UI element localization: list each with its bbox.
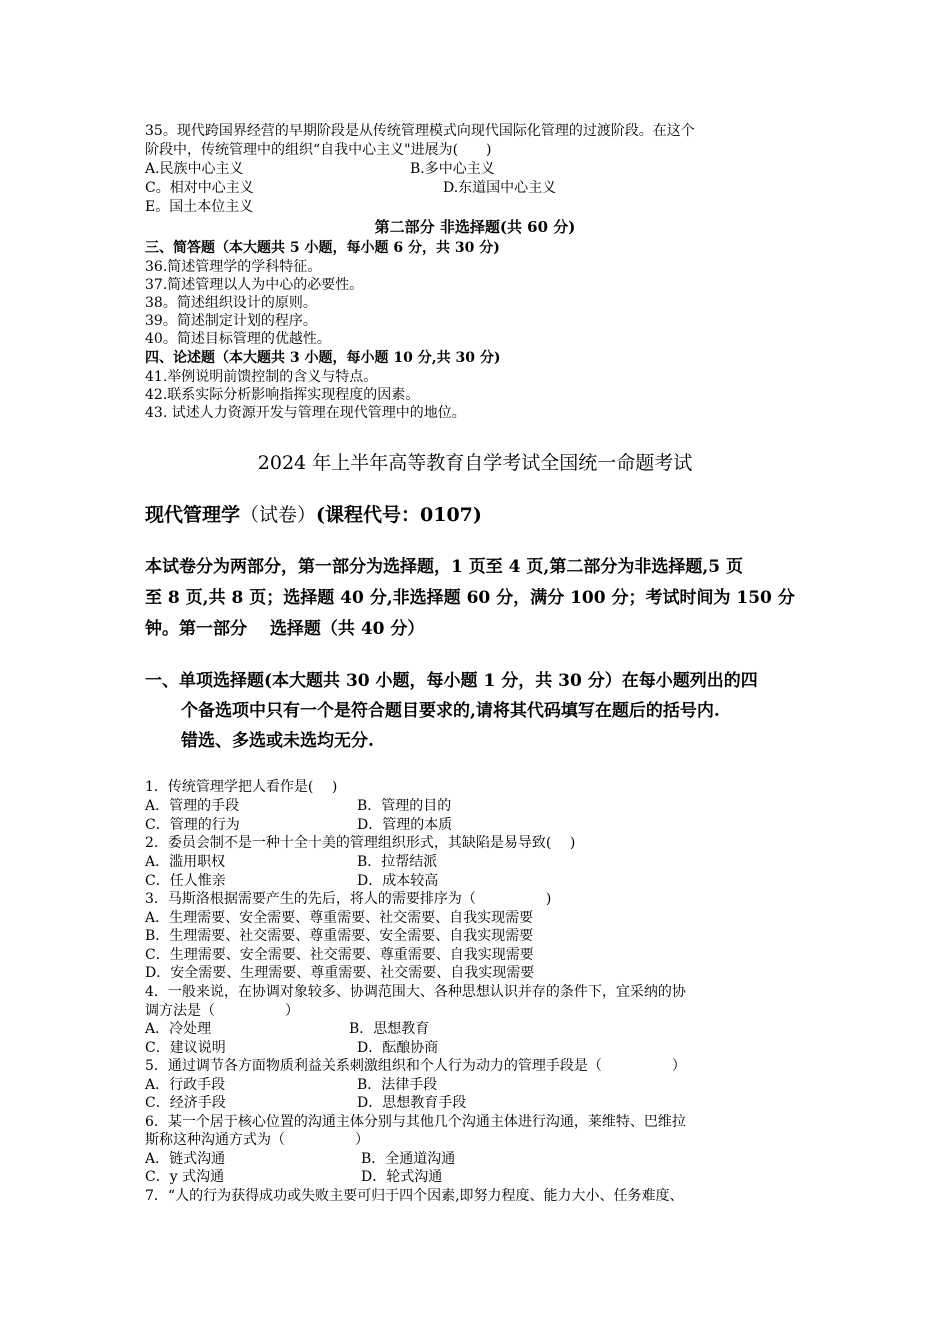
q5-option-b: B．法律手段	[357, 1077, 438, 1093]
q35-option-c: C。相对中心主义	[145, 180, 254, 196]
subject-line	[145, 500, 482, 527]
q7-stem: 7．“人的行为获得成功或失败主要可归于四个因素,即努力程度、能力大小、任务难度、	[145, 1188, 684, 1204]
subject-paper: （试卷）	[240, 504, 317, 526]
q35-option-a: A.民族中心主义	[145, 161, 244, 177]
question-42: 42.联系实际分析影响指挥实现程度的因素。	[145, 387, 420, 403]
section4-title: 四、论述题（本大题共 3 小题，每小题 10 分,共 30 分)	[145, 350, 501, 366]
q3-stem: 3．马斯洛根据需要产生的先后，将人的需要排序为（ )	[145, 891, 552, 907]
q6-option-a: A．链式沟通	[145, 1151, 226, 1167]
intro-line1: 本试卷分为两部分，第一部分为选择题，1 页至 4 页,第二部分为非选择题,5 页	[145, 557, 743, 577]
q6-option-b: B．全通道沟通	[361, 1151, 456, 1167]
q5-stem: 5．通过调节各方面物质利益关系刺激组织和个人行为动力的管理手段是（ ）	[145, 1058, 686, 1074]
q2-option-c: C．任人惟亲	[145, 873, 226, 889]
exam-intro	[145, 552, 805, 645]
q1-option-a: A．管理的手段	[145, 798, 240, 814]
q4-stem-line1: 4．一般来说，在协调对象较多、协调范围大、各种思想认识并存的条件下，宜采纳的协	[145, 984, 686, 1000]
question-43: 43. 试述人力资源开发与管理在现代管理中的地位。	[145, 405, 466, 421]
question-39: 39。简述制定计划的程序。	[145, 313, 317, 329]
q2-option-a: A．滥用职权	[145, 854, 226, 870]
part1-line2: 个备选项中只有一个是符合题目要求的,请将其代码填写在题后的括号内.	[181, 701, 720, 721]
q4-option-b: B．思想教育	[349, 1021, 430, 1037]
part1-line3: 错选、多选或未选均无分.	[181, 731, 374, 751]
q1-option-c: C．管理的行为	[145, 817, 240, 833]
q3-option-b: B．生理需要、社交需要、尊重需要、安全需要、自我实现需要	[145, 928, 534, 944]
q3-option-a: A．生理需要、安全需要、尊重需要、社交需要、自我实现需要	[145, 910, 534, 926]
subject-code: (课程代号：0107)	[316, 504, 482, 526]
q4-stem-line2: 调方法是（ ）	[145, 1003, 299, 1019]
question-36: 36.简述管理学的学科特征。	[145, 259, 322, 275]
q35-option-e: E。国土本位主义	[145, 199, 254, 215]
part1-line1: 一、单项选择题(本大题共 30 小题，每小题 1 分，共 30 分）在每小题列出的四	[145, 671, 758, 691]
subject-name: 现代管理学	[145, 504, 241, 526]
part1-instructions	[145, 666, 815, 756]
q6-stem-line1: 6．某一个居于核心位置的沟通主体分别与其他几个沟通主体进行沟通，莱维特、巴维拉	[145, 1114, 686, 1130]
q1-option-b: B．管理的目的	[357, 798, 452, 814]
q4-option-a: A．冷处理	[145, 1021, 212, 1037]
question-38: 38。简述组织设计的原则。	[145, 295, 317, 311]
intro-line3: 钟。第一部分 选择题（共 40 分）	[145, 619, 425, 639]
q35-option-d: D.东道国中心主义	[443, 180, 557, 196]
q35-option-b: B.多中心主义	[410, 161, 495, 177]
q6-option-d: D．轮式沟通	[361, 1169, 443, 1185]
q3-option-d: D．安全需要、生理需要、尊重需要、社交需要、自我实现需要	[145, 965, 535, 981]
section3-title: 三、简答题（本大题共 5 小题，每小题 6 分，共 30 分)	[145, 240, 500, 256]
q1-stem: 1．传统管理学把人看作是( )	[145, 779, 338, 795]
q35-stem-line2: 阶段中，传统管理中的组织“自我中心主义"进展为( )	[145, 142, 492, 158]
q6-option-c: C．y 式沟通	[145, 1169, 225, 1185]
question-37: 37.简述管理以人为中心的必要性。	[145, 277, 364, 293]
q2-option-d: D．成本较高	[357, 873, 439, 889]
q1-option-d: D．管理的本质	[357, 817, 453, 833]
q5-option-c: C．经济手段	[145, 1095, 226, 1111]
part2-title: 第二部分 非选择题(共 60 分)	[374, 218, 576, 236]
q5-option-a: A．行政手段	[145, 1077, 226, 1093]
q2-stem: 2．委员会制不是一种十全十美的管理组织形式，其缺陷是易导致( )	[145, 835, 576, 851]
q35-stem-line1: 35。现代跨国界经营的早期阶段是从传统管理模式向现代国际化管理的过渡阶段。在这个	[145, 123, 695, 139]
q2-option-b: B．拉帮结派	[357, 854, 438, 870]
q5-option-d: D．思想教育手段	[357, 1095, 467, 1111]
question-41: 41.举例说明前馈控制的含义与特点。	[145, 369, 378, 385]
q4-option-c: C．建议说明	[145, 1040, 226, 1056]
q6-stem-line2: 斯称这种沟通方式为（ ）	[145, 1132, 369, 1148]
intro-line2: 至 8 页,共 8 页；选择题 40 分,非选择题 60 分，满分 100 分；考试时间为 150 分	[145, 588, 795, 608]
exam-title: 2024 年上半年高等教育自学考试全国统一命题考试	[257, 452, 693, 474]
q3-option-c: C．生理需要、安全需要、社交需要、尊重需要、自我实现需要	[145, 947, 534, 963]
question-40: 40。简述目标管理的优越性。	[145, 331, 331, 347]
q4-option-d: D．酝酿协商	[357, 1040, 439, 1056]
